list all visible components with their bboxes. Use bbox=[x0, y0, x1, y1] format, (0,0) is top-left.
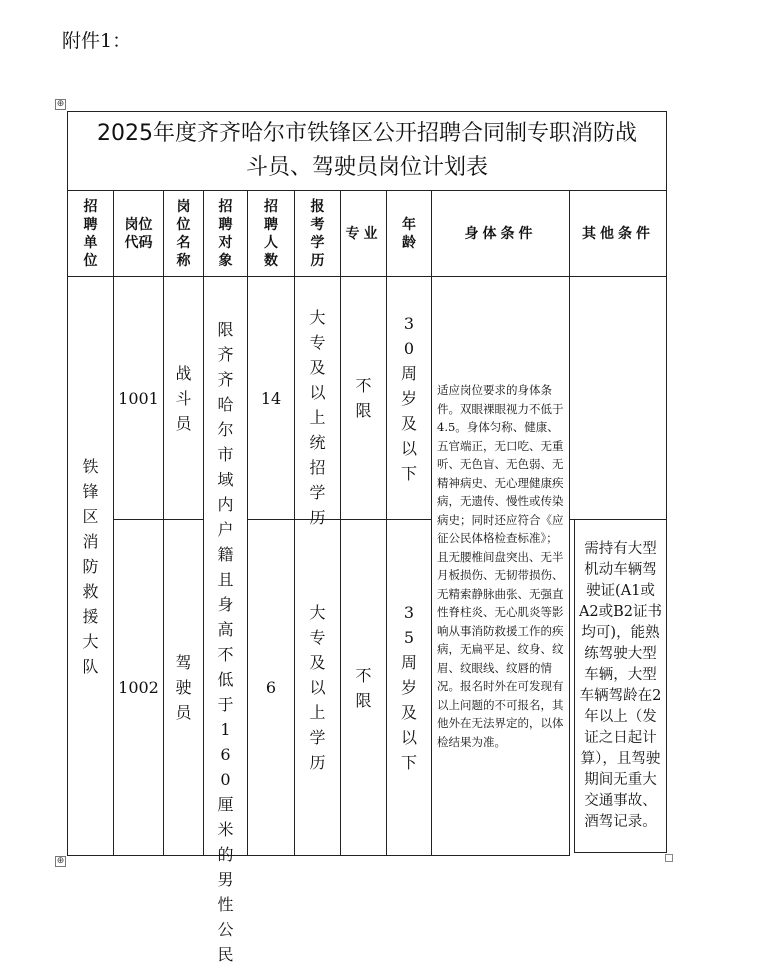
header-major: 专业 bbox=[341, 191, 387, 277]
row2-age: 35周岁及以下 bbox=[387, 520, 432, 856]
row1-age: 30周岁及以下 bbox=[387, 277, 432, 520]
physical-conditions-cell: 适应岗位要求的身体条件。双眼裸眼视力不低于4.5。身体匀称、健康、五官端正，无口吃、无重听、无色盲、无色弱、无精神病史、无心理健康疾病，无遗传、慢性或传染病史；同时还应符合《应征公民体格检查标准》；且无腰椎间盘突出、无半月板损伤、无韧带损伤、无精索静脉曲张、无强直性脊柱炎、无心肌炎等影响从事消防救援工作的疾病，无扁平足、纹身、纹眉、纹眼线、纹唇的情况。报名时外在可发现有以上问题的不可报名，其他外在无法界定的，以体检结果为准。 bbox=[432, 277, 570, 856]
table-title-line1: 2025年度齐齐哈尔市铁锋区公开招聘合同制专职消防战 bbox=[97, 121, 637, 146]
row1-major: 不限 bbox=[341, 277, 387, 520]
row1-count: 14 bbox=[248, 277, 295, 520]
row1-name: 战斗员 bbox=[164, 277, 204, 520]
header-education: 报考学历 bbox=[295, 191, 341, 277]
row2-education: 大专及以上学历 bbox=[295, 520, 341, 856]
header-physical: 身体条件 bbox=[432, 191, 570, 277]
header-target: 招聘对象 bbox=[204, 191, 248, 277]
row2-code: 1002 bbox=[114, 520, 164, 856]
recruit-target-cell: 限齐齐哈尔市域内户籍且身高不低于160厘米的男性公民 bbox=[204, 277, 248, 856]
header-name: 岗位名称 bbox=[164, 191, 204, 277]
table-title bbox=[67, 111, 667, 191]
table-move-handle-icon-bottom[interactable]: ⊕ bbox=[56, 856, 65, 866]
row1-code: 1001 bbox=[114, 277, 164, 520]
header-count: 招聘人数 bbox=[248, 191, 295, 277]
recruitment-plan-table bbox=[67, 111, 667, 964]
header-unit: 招聘单位 bbox=[67, 191, 114, 277]
other-conditions-cell: 需持有大型机动车辆驾驶证(A1或A2或B2证书均可)，能熟练驾驶大型车辆，大型车辆驾龄在2年以上（发证之日起计算），且驾驶期间无重大交通事故、酒驾记录。 bbox=[574, 519, 667, 853]
header-other: 其他条件 bbox=[570, 191, 667, 277]
row2-name: 驾驶员 bbox=[164, 520, 204, 856]
table-move-handle-icon[interactable]: ⊕ bbox=[56, 99, 65, 109]
row1-other-empty bbox=[570, 277, 667, 520]
header-code: 岗位代码 bbox=[114, 191, 164, 277]
row2-count: 6 bbox=[248, 520, 295, 856]
unit-cell: 铁锋区消防救援大队 bbox=[67, 277, 114, 856]
attachment-label: 附件1： bbox=[62, 30, 132, 52]
table-title-line2: 斗员、驾驶员岗位计划表 bbox=[245, 155, 488, 180]
row1-education: 大专及以上统招学历 bbox=[295, 277, 341, 520]
row2-major: 不限 bbox=[341, 520, 387, 856]
header-age: 年龄 bbox=[387, 191, 432, 277]
